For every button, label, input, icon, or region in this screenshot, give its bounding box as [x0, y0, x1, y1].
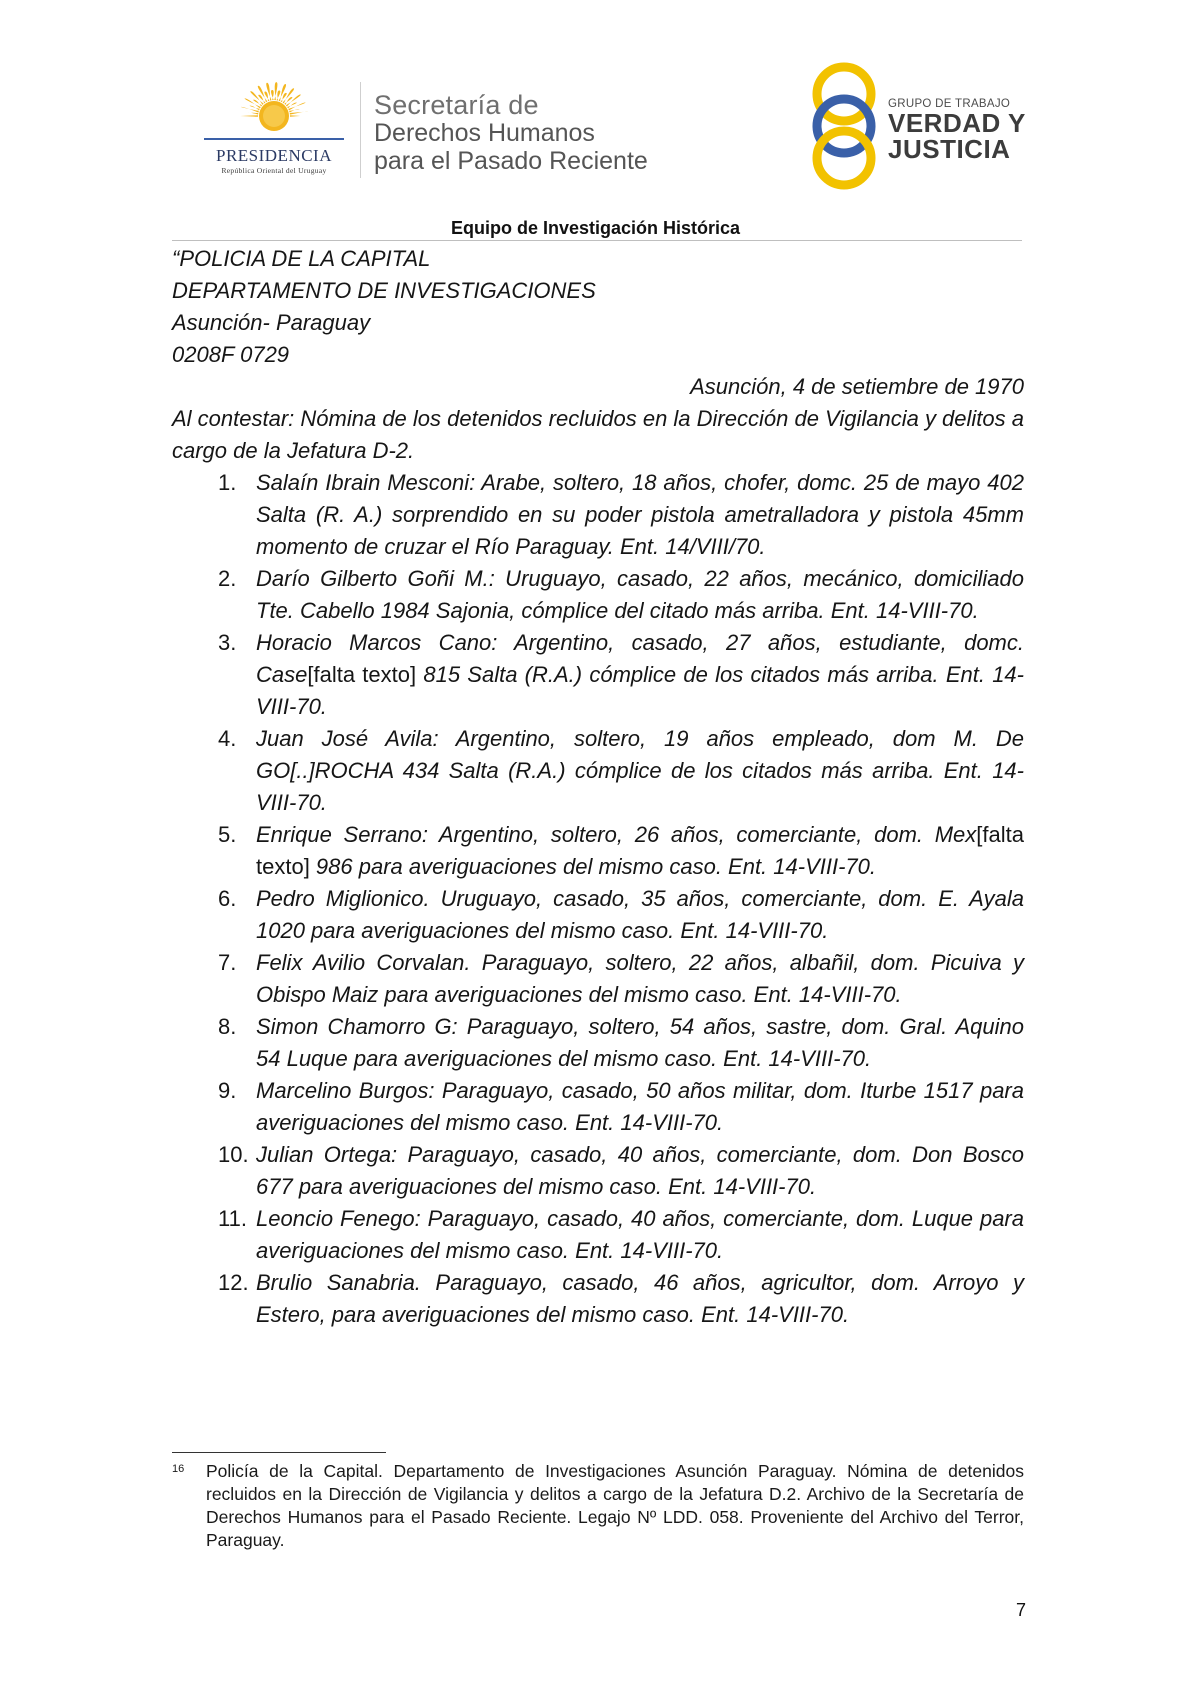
document-body: [172, 243, 1024, 1331]
item-text: Enrique Serrano: Argentino, soltero, 26 años, comerciante, dom. Mex: [256, 822, 977, 847]
detainee-item: [172, 1075, 1024, 1139]
list-number: 10.: [218, 1142, 249, 1167]
detainee-item: [172, 1203, 1024, 1267]
item-text: Felix Avilio Corvalan. Paraguayo, soltero, 22 años, albañil, dom. Picuiva y Obispo Maiz para averiguaciones del mismo caso. Ent. 14-VIII-70.: [256, 950, 1024, 1007]
detainee-item: [172, 819, 1024, 883]
detainee-item: [172, 1011, 1024, 1075]
list-number: 9.: [218, 1078, 237, 1103]
sun-ray: [284, 97, 292, 105]
list-number: 2.: [218, 566, 237, 591]
item-text: Simon Chamorro G: Paraguayo, soltero, 54 años, sastre, dom. Gral. Aquino 54 Luque para averiguaciones del mismo caso. Ent. 14-VIII-70.: [256, 1014, 1024, 1071]
detainee-item: [172, 1139, 1024, 1203]
sun-ray: [271, 90, 274, 100]
header-divider: [360, 82, 361, 178]
presidencia-name: PRESIDENCIA: [215, 146, 332, 165]
sun-ray: [290, 111, 308, 114]
list-number: 3.: [218, 630, 237, 655]
footnote-rule: [172, 1452, 386, 1453]
heading-line: Asunción- Paraguay: [172, 310, 371, 335]
detainee-item: [172, 627, 1024, 723]
detainee-list: [172, 467, 1024, 1331]
secretaria-line-2: Derechos Humanos: [374, 119, 595, 147]
detainee-item: [172, 883, 1024, 947]
item-text: Leoncio Fenego: Paraguayo, casado, 40 años, comerciante, dom. Luque para averiguaciones del mismo caso. Ent. 14-VIII-70.: [256, 1206, 1024, 1263]
item-text: Marcelino Burgos: Paraguayo, casado, 50 años militar, dom. Iturbe 1517 para averiguaciones del mismo caso. Ent. 14-VIII-70.: [256, 1078, 1024, 1135]
footnote-mark: 16: [172, 1463, 185, 1475]
sun-ray: [289, 109, 299, 112]
detainee-item: [172, 1267, 1024, 1331]
heading-line: DEPARTAMENTO DE INVESTIGACIONES: [172, 278, 596, 303]
grupo-justicia: JUSTICIA: [888, 134, 1011, 164]
sun-ray: [290, 115, 301, 117]
item-text: 815 Salta (R.A.) cómplice de los citados más arriba. Ent. 14-VIII-70.: [256, 662, 1024, 719]
missing-text-note: [falta texto]: [256, 822, 1024, 879]
list-number: 5.: [218, 822, 237, 847]
item-text: Salaín Ibrain Mesconi: Arabe, soltero, 18 años, chofer, domc. 25 de mayo 402 Salta (R. A.) sorprendido en su poder pistola ametralladora y pistola 45mm momento de cruzar el Río Paraguay. Ent. 14/VIII/70.: [256, 470, 1024, 559]
item-text: 986 para averiguaciones del mismo caso. Ent. 14-VIII-70.: [309, 854, 877, 879]
team-title: Equipo de Investigación Histórica: [450, 218, 741, 238]
list-number: 1.: [218, 470, 237, 495]
sun-ray: [288, 102, 305, 110]
item-text: Julian Ortega: Paraguayo, casado, 40 años, comerciante, dom. Don Bosco 677 para averiguaciones del mismo caso. Ent. 14-VIII-70.: [256, 1142, 1024, 1199]
sun-ray: [274, 82, 277, 100]
list-number: 12.: [218, 1270, 249, 1295]
detainee-item: [172, 947, 1024, 1011]
heading-line: 0208F 0729: [172, 342, 290, 367]
verdad-justicia-rings-logo: [806, 62, 882, 190]
detainee-item: [172, 723, 1024, 819]
secretaria-line-1: Secretaría de: [374, 90, 539, 120]
sun-ray: [253, 100, 262, 107]
item-text: Darío Gilberto Goñi M.: Uruguayo, casado, 22 años, mecánico, domiciliado Tte. Cabello 1984 Sajonia, cómplice del citado más arriba. Ent. 14-VIII-70.: [256, 566, 1024, 623]
heading-line: “POLICIA DE LA CAPITAL: [172, 246, 431, 271]
page-header: [0, 0, 1191, 238]
missing-text-note: [falta texto]: [307, 662, 417, 687]
item-text: Horacio Marcos Cano: Argentino, casado, 27 años, estudiante, domc. Case: [256, 630, 1024, 687]
document-date: Asunción, 4 de setiembre de 1970: [690, 374, 1024, 399]
sun-ray: [240, 115, 258, 117]
document-intro: Al contestar: Nómina de los detenidos recluidos en la Dirección de Vigilancia y delitos a cargo de la Jefatura D-2.: [172, 406, 1024, 463]
sun-ray: [248, 112, 259, 114]
list-number: 7.: [218, 950, 237, 975]
secretaria-line-3: para el Pasado Reciente: [374, 147, 648, 175]
item-text: Juan José Avila: Argentino, soltero, 19 años empleado, dom M. De GO[..]ROCHA 434 Salta (R.A.) cómplice de los citados más arriba. Ent. 14-VIII-70.: [256, 726, 1024, 815]
list-number: 11.: [218, 1206, 247, 1231]
grupo-verdad: VERDAD Y: [888, 108, 1026, 138]
detainee-item: [172, 563, 1024, 627]
header-rule: [172, 240, 1022, 241]
secretaria-title: [374, 91, 648, 175]
item-text: Brulio Sanabria. Paraguayo, casado, 46 años, agricultor, dom. Arroyo y Estero, para averiguaciones del mismo caso. Ent. 14-VIII-70.: [256, 1270, 1024, 1327]
sun-ray: [241, 107, 259, 113]
detainee-item: [172, 467, 1024, 563]
list-number: 8.: [218, 1014, 237, 1039]
sun-ray: [287, 102, 297, 108]
grupo-trabajo-title: [888, 98, 1026, 162]
presidencia-subtitle: República Oriental del Uruguay: [221, 166, 327, 175]
sun-ray: [266, 83, 271, 101]
footnote-text: Policía de la Capital. Departamento de Investigaciones Asunción Paraguay. Nómina de detenidos recluidos en la Dirección de Vigilancia y delitos a cargo de la Jefatura D.2. Archivo de la Secretaría de Derechos Humanos para el Pasado Reciente. Legajo Nº LDD. 058. Proveniente del Archivo del Terror, Paraguay.: [206, 1461, 1024, 1550]
grupo-trabajo-small: GRUPO DE TRABAJO: [888, 98, 1011, 110]
list-number: 4.: [218, 726, 237, 751]
item-text: Pedro Miglionico. Uruguayo, casado, 35 años, comerciante, dom. E. Ayala 1020 para averiguaciones del mismo caso. Ent. 14-VIII-70.: [256, 886, 1024, 943]
list-number: 6.: [218, 886, 237, 911]
sun-ray: [258, 95, 265, 104]
footnote: [172, 1460, 1024, 1552]
page-number: 7: [1015, 1600, 1026, 1620]
